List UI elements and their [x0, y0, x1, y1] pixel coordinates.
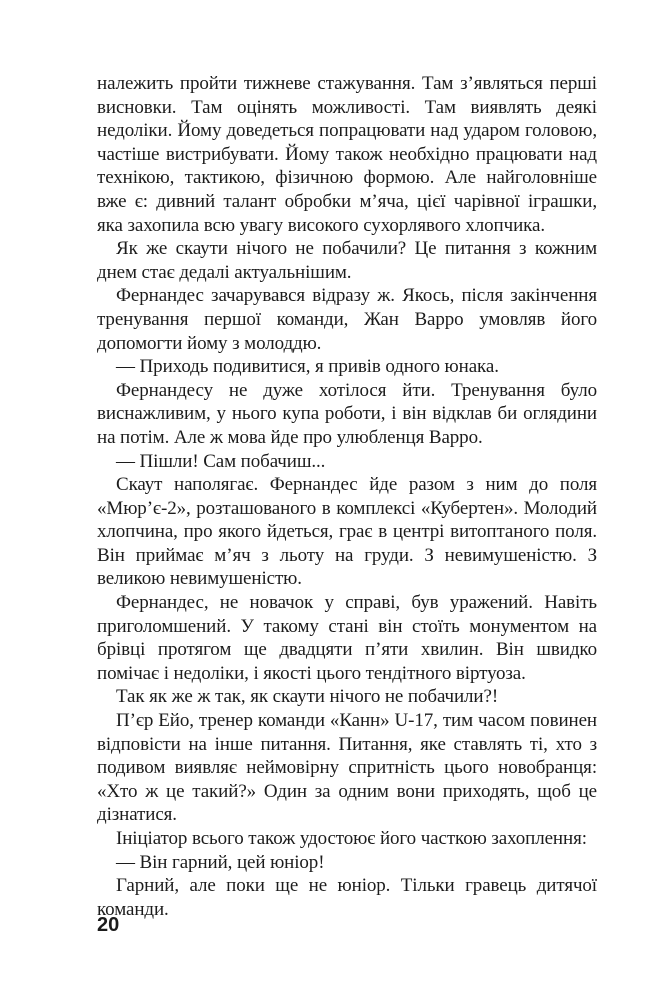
- paragraph: Так як же ж так, як скаути нічого не побачили?!: [116, 686, 499, 708]
- page-text-block: [97, 72, 597, 921]
- paragraph-dialogue: — Пішли! Сам побачиш...: [116, 450, 326, 472]
- paragraph-dialogue: — Приходь подивитися, я привів одного юнака.: [116, 356, 499, 378]
- paragraph: Фернандес, не новачок у справі, був уражений. Навіть приголомшений. У такому стані він стоїть монументом на брівці протягом ще двадцяти п’яти хвилин. Він швидко помічає і недоліки, і якості цього тендітного віртуоза.: [97, 592, 597, 684]
- paragraph: належить пройти тижневе стажування. Там з’являться перші висновки. Там оцінять можливості. Там виявлять деякі недоліки. Йому доведеться попрацювати над ударом головою, частіше вистрибувати. Йому також необхідно працювати над технікою, тактикою, фізичною формою. Але найголовніше вже є: дивний талант обробки м’яча, цієї чарівної іграшки, яка захопила всю увагу високого сухорлявого хлопчика.: [97, 73, 597, 236]
- paragraph: Фернандес зачарувався відразу ж. Якось, після закінчення тренування першої команди, Жан Варро умовляв його допомогти йому з молоддю.: [97, 285, 597, 354]
- paragraph-dialogue: — Він гарний, цей юніор!: [116, 851, 325, 873]
- paragraph: Скаут наполягає. Фернандес йде разом з ним до поля «Мюр’є-2», розташованого в комплексі «Кубертен». Молодий хлопчина, про якого йдеться, грає в центрі витоптаного поля. Він приймає м’яч з льоту на груди. З невимушеністю. З великою невимушеністю.: [97, 474, 597, 590]
- paragraph: Фернандесу не дуже хотілося йти. Тренування було виснажливим, у нього купа роботи, і він відклав би оглядини на потім. Але ж мова йде про улюбленця Варро.: [97, 379, 597, 448]
- paragraph: Гарний, але поки ще не юніор. Тільки гравець дитячої команди.: [97, 875, 597, 920]
- page-number: 20: [97, 914, 120, 936]
- paragraph: Ініціатор всього також удостоює його часткою захоплення:: [116, 828, 587, 849]
- paragraph: П’єр Ейо, тренер команди «Канн» U-17, тим часом повинен відповісти на інше питання. Питання, яке ставлять ті, хто з подивом виявляє неймовірну спритність цього новобранця: «Хто ж це такий?» Один за одним вони приходять, щоб це дізнатися.: [97, 710, 597, 826]
- paragraph: Як же скаути нічого не побачили? Це питання з кожним днем стає дедалі актуальнішим.: [97, 238, 597, 283]
